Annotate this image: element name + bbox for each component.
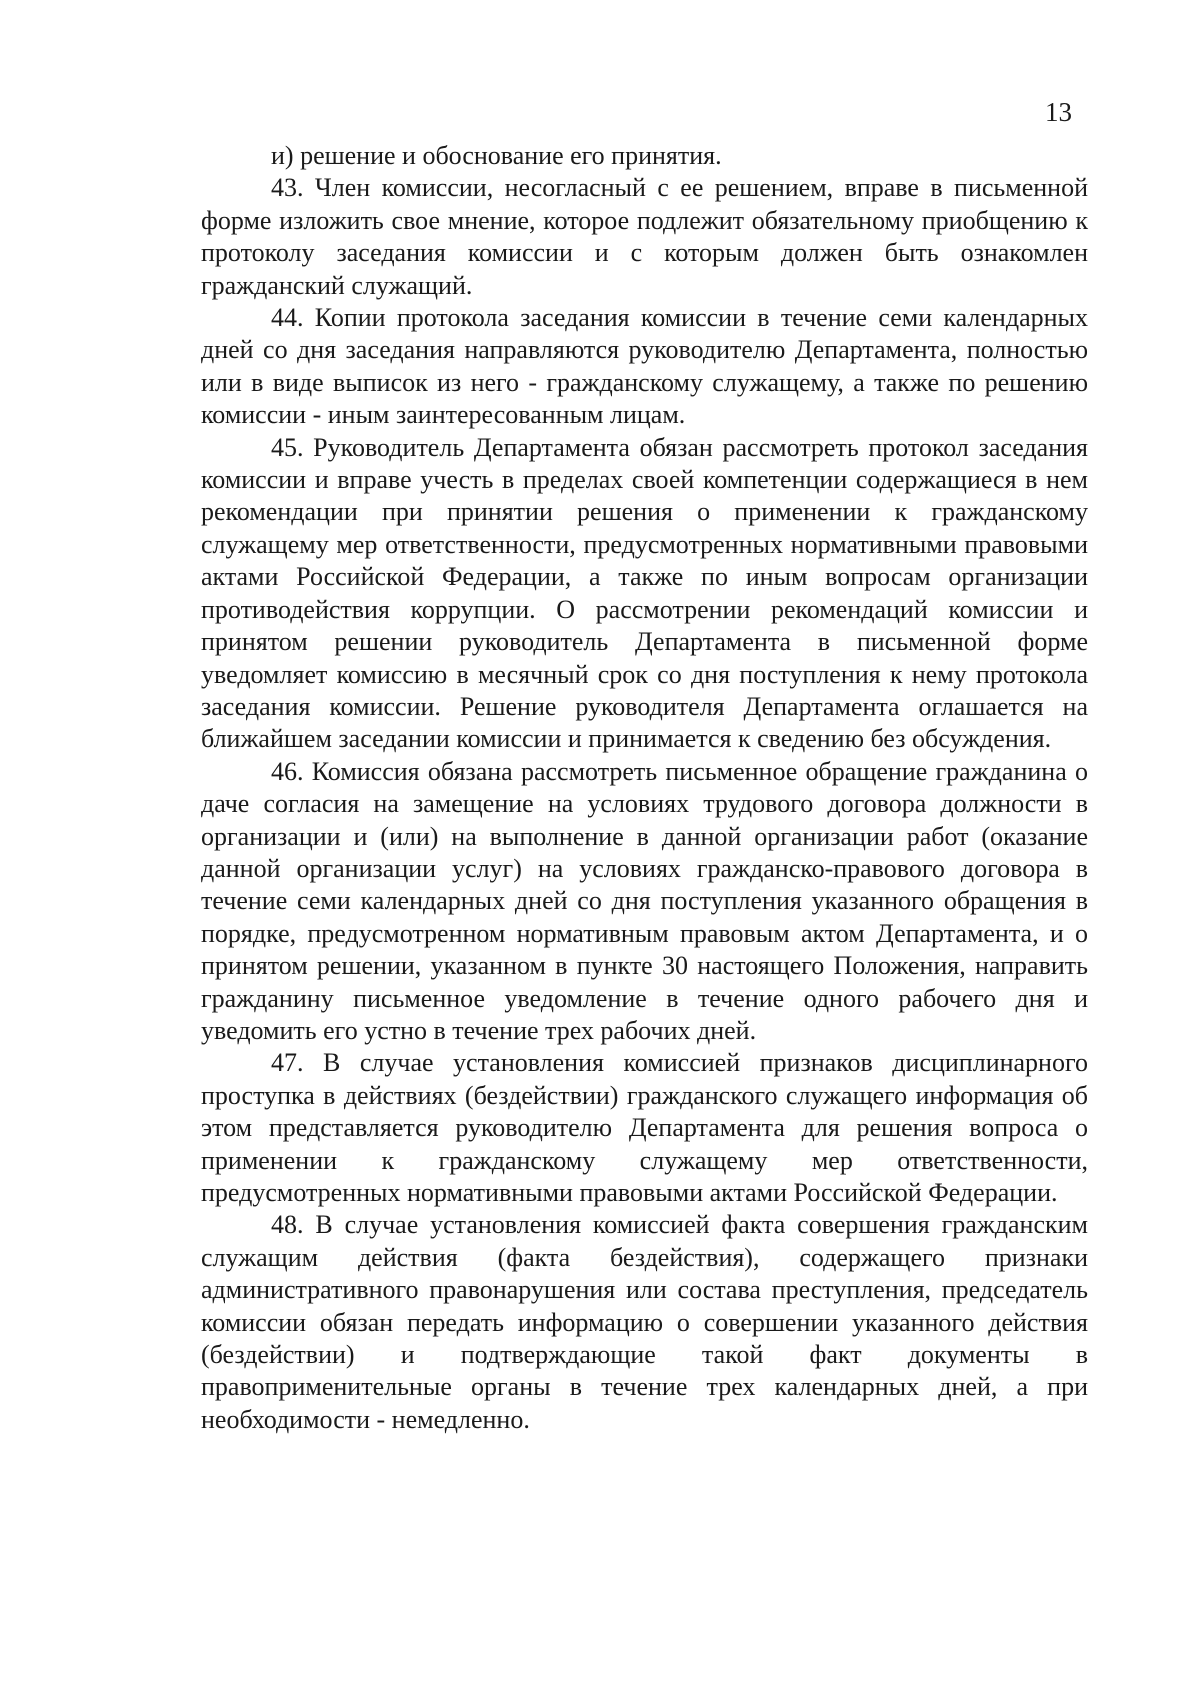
paragraph-45: 45. Руководитель Департамента обязан рассмотреть протокол заседания комиссии и вправе учесть в пределах своей компетенции содержащиеся в нем рекомендации при принятии решения о применении к гражданскому служащему мер ответственности, предусмотренных нормативными правовыми актами Российской Федерации, а также по иным вопросам организации противодействия коррупции. О рассмотрении рекомендаций комиссии и принятом решении руководитель Департамента в письменной форме уведомляет комиссию в месячный срок со дня поступления к нему протокола заседания комиссии. Решение руководителя Департамента оглашается на ближайшем заседании комиссии и принимается к сведению без обсуждения. (201, 432, 1088, 754)
page-number: 13 (1045, 97, 1072, 127)
document-body (201, 140, 1088, 1436)
paragraph-46: 46. Комиссия обязана рассмотреть письменное обращение гражданина о даче согласия на замещение на условиях трудового договора должности в организации и (или) на выполнение в данной организации работ (оказание данной организации услуг) на условиях гражданско-правового договора в течение семи календарных дней со дня поступления указанного обращения в порядке, предусмотренном нормативным правовым актом Департамента, и о принятом решении, указанном в пункте 30 настоящего Положения, направить гражданину письменное уведомление в течение одного рабочего дня и уведомить его устно в течение трех рабочих дней. (201, 756, 1088, 1045)
paragraph-44: 44. Копии протокола заседания комиссии в течение семи календарных дней со дня заседания направляются руководителю Департамента, полностью или в виде выписок из него - гражданскому служащему, а также по решению комиссии - иным заинтересованным лицам. (201, 303, 1088, 430)
paragraph-47: 47. В случае установления комиссией признаков дисциплинарного проступка в действиях (бездействии) гражданского служащего информация об этом представляется руководителю Департамента для решения вопроса о применении к гражданскому служащему мер ответственности, предусмотренных нормативными правовыми актами Российской Федерации. (201, 1048, 1088, 1207)
paragraph-48: 48. В случае установления комиссией факта совершения гражданским служащим действия (факта бездействия), содержащего признаки административного правонарушения или состава преступления, председатель комиссии обязан передать информацию о совершении указанного действия (бездействии) и подтверждающие такой факт документы в правоприменительные органы в течение трех календарных дней, а при необходимости - немедленно. (201, 1210, 1088, 1434)
paragraph-item-i: и) решение и обоснование его принятия. (271, 141, 722, 170)
paragraph-43: 43. Член комиссии, несогласный с ее решением, вправе в письменной форме изложить свое мнение, которое подлежит обязательному приобщению к протоколу заседания комиссии и с которым должен быть ознакомлен гражданский служащий. (201, 173, 1088, 300)
